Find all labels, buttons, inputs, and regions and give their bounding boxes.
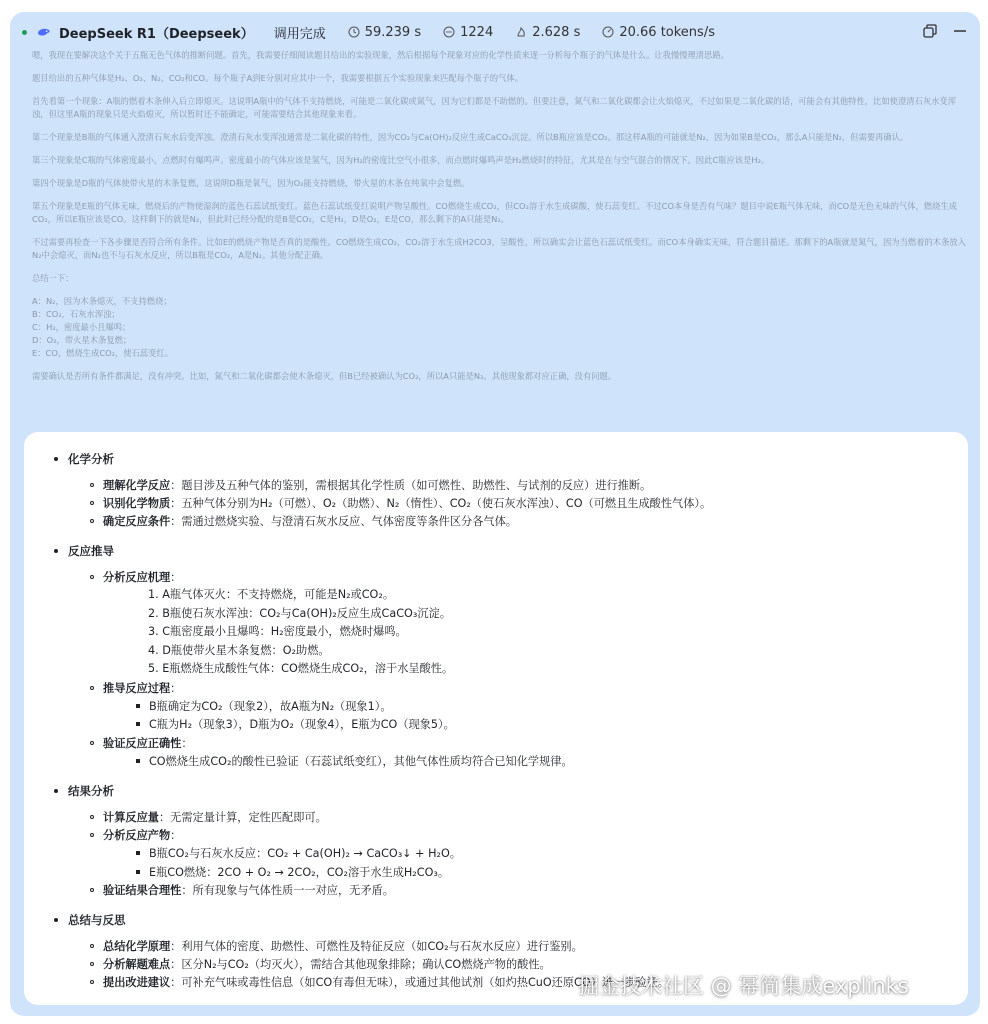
thinking-paragraph: 嗯，我现在要解决这个关于五瓶无色气体的推断问题。首先，我需要仔细阅读题目给出的实验现象，然后根据每个现象对应的化学性质来逐一分析每个瓶子的气体是什么。让我慢慢理清思路。 bbox=[32, 50, 729, 60]
first-token-icon bbox=[515, 26, 527, 38]
thinking-paragraph: 第二个现象是B瓶的气体通入澄清石灰水后变浑浊。澄清石灰水变浑浊通常是二氧化碳的特性，因为CO₂与Ca(OH)₂反应生成CaCO₃沉淀。所以B瓶应该是CO₂。那这样A瓶的可能就是N₂，因为如果B是CO₂，那么A只能是N₂，但需要再确认。 bbox=[32, 132, 909, 142]
section-title: 反应推导 bbox=[68, 544, 114, 558]
bullet-icon bbox=[54, 789, 58, 793]
first-token-stat bbox=[515, 25, 580, 40]
section-title: 化学分析 bbox=[68, 452, 114, 466]
sub-item: CO燃烧生成CO₂的酸性已验证（石蕊试纸变红），其他气体性质均符合已知化学规律。 bbox=[149, 754, 573, 768]
thinking-paragraph: 总结一下： bbox=[32, 273, 74, 283]
numbered-item: 4. D瓶使带火星木条复燃：O₂助燃。 bbox=[148, 643, 330, 657]
first-token-value: 2.628 s bbox=[532, 24, 581, 40]
clock-icon bbox=[348, 26, 360, 38]
speed-icon bbox=[602, 26, 614, 38]
answer-section-reaction-derivation: 反应推导 分析反应机理 ： 1. A瓶气体灭火：不支持燃烧，可能是N₂或CO₂。 2. B瓶使石灰水浑浊：CO₂与Ca(OH)₂反应生成CaCO₃沉淀。 3. C瓶密度最小且爆鸣：H₂密度最小，燃烧时爆鸣。 4. D瓶使带火星木条复燃：O₂助燃。 5. E瓶燃烧生成酸性气体：CO燃烧生成CO₂，溶于水呈酸性。 推导反应过程 ： B瓶确定为CO₂（现象2），故A瓶为N₂（现象1）。 C瓶为H₂（现象3），D瓶为O₂（现象4），E瓶为CO（现象5）。 验证反应正确性 ： CO燃烧生成CO₂的酸性已验证（石蕊试纸变红），其他气体性质均符合已知化学规律。 bbox=[54, 542, 968, 770]
circle-bullet-icon bbox=[90, 962, 94, 966]
thinking-paragraph: 首先看第一个现象：A瓶的燃着木条伸入后立即熄灭。这说明A瓶中的气体不支持燃烧，可能是二氧化碳或氮气，因为它们都是不助燃的。但要注意，氮气和二氧化碳都会让火焰熄灭，不过如果是二氧化碳的话，可能会有其他特性，比如使澄清石灰水变浑浊，但这里A瓶的现象只是火焰熄灭，所以暂时还不能确定，可能需要结合其他现象来看。 bbox=[32, 96, 957, 119]
answer-section-result-analysis: 结果分析 计算反应量 ：无需定量计算，定性匹配即可。 分析反应产物 ： B瓶CO₂与石灰水反应：CO₂ + Ca(OH)₂ → CaCO₃↓ + H₂O。 E瓶CO燃烧：2CO + O₂ → 2CO₂，CO₂溶于水生成H₂CO₃。 验证结果合理性 ：所有现象与气体性质一一对应，无矛盾。 bbox=[54, 782, 968, 899]
deepseek-whale-icon bbox=[37, 25, 51, 39]
square-bullet-icon bbox=[136, 759, 140, 763]
sub-item: B瓶确定为CO₂（现象2），故A瓶为N₂（现象1）。 bbox=[149, 699, 392, 713]
item-key: 分析反应机理 bbox=[103, 571, 171, 584]
thinking-process bbox=[32, 49, 966, 393]
answer-panel bbox=[24, 432, 968, 1005]
bullet-icon bbox=[54, 918, 58, 922]
item-key: 分析解题难点 bbox=[103, 958, 171, 971]
square-bullet-icon bbox=[136, 704, 140, 708]
item-value: ：可补充气味或毒性信息（如CO有毒但无味），或通过其他试剂（如灼热CuO还原CO）进一步验证。 bbox=[170, 976, 669, 989]
circle-bullet-icon bbox=[90, 501, 94, 505]
circle-bullet-icon bbox=[90, 833, 94, 837]
token-count-stat bbox=[443, 25, 493, 40]
numbered-item: 1. A瓶气体灭火：不支持燃烧，可能是N₂或CO₂。 bbox=[148, 588, 395, 601]
summary-item: A：N₂，因为木条熄灭，不支持燃烧； bbox=[32, 296, 172, 306]
bullet-icon bbox=[54, 549, 58, 553]
minimize-icon[interactable] bbox=[952, 23, 968, 39]
item-key: 推导反应过程 bbox=[103, 681, 171, 695]
circle-bullet-icon bbox=[90, 686, 94, 690]
item-value: ：五种气体分别为H₂（可燃）、O₂（助燃）、N₂（惰性）、CO₂（使石灰水浑浊）、CO（可燃且生成酸性气体）。 bbox=[170, 497, 712, 510]
thinking-closing: 需要确认是否所有条件都满足，没有冲突。比如，氮气和二氧化碳都会使木条熄灭，但B已经被确认为CO₂，所以A只能是N₂。其他现象都对应正确，没有问题。 bbox=[32, 371, 617, 381]
thinking-summary bbox=[32, 295, 966, 360]
item-key: 总结化学原理 bbox=[103, 940, 171, 953]
square-bullet-icon bbox=[136, 722, 140, 726]
elapsed-stat bbox=[348, 25, 421, 40]
item-key: 计算反应量 bbox=[103, 811, 159, 824]
item-key: 识别化学物质 bbox=[103, 497, 171, 510]
section-title: 结果分析 bbox=[68, 784, 114, 798]
thinking-paragraph: 第五个现象是E瓶的气体无味，燃烧后的产物使湿润的蓝色石蕊试纸变红。蓝色石蕊试纸变红说明产物呈酸性。CO燃烧生成CO₂，但CO₂溶于水生成碳酸，使石蕊变红。不过CO本身是否有气味？题目中说E瓶气体无味，而CO是无色无味的气体，燃烧生成CO₂，所以E瓶应该是CO。这样剩下的就是N₂，但此时已经分配的是B是CO₂，C是H₂，D是O₂，E是CO，那么剩下的A只能是N₂。 bbox=[32, 201, 958, 224]
item-value: ：利用气体的密度、助燃性、可燃性及特征反应（如CO₂与石灰水反应）进行鉴别。 bbox=[170, 940, 583, 953]
summary-item: D：O₂，带火星木条复燃； bbox=[32, 335, 132, 345]
sub-item: C瓶为H₂（现象3），D瓶为O₂（现象4），E瓶为CO（现象5）。 bbox=[149, 718, 455, 732]
summary-item: E：CO，燃烧生成CO₂，使石蕊变红。 bbox=[32, 348, 174, 358]
circle-bullet-icon bbox=[90, 575, 94, 579]
section-title: 总结与反思 bbox=[68, 913, 126, 927]
speed-value: 20.66 tokens/s bbox=[619, 24, 715, 40]
item-key: 确定反应条件 bbox=[103, 515, 171, 528]
bullet-icon bbox=[54, 457, 58, 461]
circle-bullet-icon bbox=[90, 483, 94, 487]
summary-item: C：H₂，密度最小且爆鸣； bbox=[32, 322, 131, 332]
item-key: 分析反应产物 bbox=[103, 829, 171, 842]
circle-bullet-icon bbox=[90, 741, 94, 745]
item-value: ：区分N₂与CO₂（均灭火），需结合其他现象排除；确认CO燃烧产物的酸性。 bbox=[170, 958, 551, 971]
circle-bullet-icon bbox=[90, 980, 94, 984]
sub-item: B瓶CO₂与石灰水反应：CO₂ + Ca(OH)₂ → CaCO₃↓ + H₂O。 bbox=[149, 847, 461, 861]
item-key: 提出改进建议 bbox=[103, 976, 171, 989]
item-value: ：无需定量计算，定性匹配即可。 bbox=[158, 811, 327, 824]
summary-item: B：CO₂，石灰水浑浊； bbox=[32, 309, 120, 319]
numbered-item: 2. B瓶使石灰水浑浊：CO₂与Ca(OH)₂反应生成CaCO₃沉淀。 bbox=[148, 606, 451, 620]
response-header bbox=[10, 12, 980, 52]
item-value: ：所有现象与气体性质一一对应，无矛盾。 bbox=[181, 884, 394, 897]
token-count-value: 1224 bbox=[460, 24, 494, 40]
status-dot bbox=[22, 30, 27, 35]
watermark: 掘金技术社区 @ 幂简集成explinks bbox=[578, 974, 909, 998]
answer-section-chemical-analysis bbox=[54, 450, 968, 530]
item-value: ：需通过燃烧实验、与澄清石灰水反应、气体密度等条件区分各气体。 bbox=[170, 515, 517, 528]
item-key: 验证结果合理性 bbox=[103, 884, 182, 897]
numbered-item: 3. C瓶密度最小且爆鸣：H₂密度最小，燃烧时爆鸣。 bbox=[148, 625, 407, 638]
token-count-icon bbox=[443, 26, 455, 38]
thinking-paragraph: 第三个现象是C瓶的气体密度最小，点燃时有爆鸣声。密度最小的气体应该是氢气，因为H₂的密度比空气小很多，而点燃时爆鸣声是H₂燃烧时的特征，尤其是在与空气混合的情况下。因此C瓶应该是H₂。 bbox=[32, 155, 770, 165]
item-value: ：题目涉及五种气体的鉴别，需根据其化学性质（如可燃性、助燃性、与试剂的反应）进行推断。 bbox=[170, 479, 652, 492]
model-name: DeepSeek R1（Deepseek） bbox=[59, 26, 254, 42]
circle-bullet-icon bbox=[90, 944, 94, 948]
thinking-paragraph: 第四个现象是D瓶的气体使带火星的木条复燃，这说明D瓶是氧气，因为O₂能支持燃烧，带火星的木条在纯氧中会复燃。 bbox=[32, 178, 470, 188]
speed-stat bbox=[602, 25, 715, 40]
response-card bbox=[10, 12, 980, 1016]
circle-bullet-icon bbox=[90, 815, 94, 819]
call-status: 调用完成 bbox=[273, 26, 326, 42]
copy-icon[interactable] bbox=[922, 23, 938, 39]
elapsed-value: 59.239 s bbox=[364, 24, 422, 40]
numbered-item: 5. E瓶燃烧生成酸性气体：CO燃烧生成CO₂，溶于水呈酸性。 bbox=[148, 662, 454, 675]
sub-item: E瓶CO燃烧：2CO + O₂ → 2CO₂，CO₂溶于水生成H₂CO₃。 bbox=[149, 865, 450, 879]
item-key: 验证反应正确性 bbox=[103, 736, 182, 750]
square-bullet-icon bbox=[136, 870, 140, 874]
item-key: 理解化学反应 bbox=[103, 479, 171, 492]
circle-bullet-icon bbox=[90, 888, 94, 892]
square-bullet-icon bbox=[136, 851, 140, 855]
thinking-paragraph: 题目给出的五种气体是H₂、O₂、N₂、CO₂和CO。每个瓶子A到E分别对应其中一个，我需要根据五个实验现象来匹配每个瓶子的气体。 bbox=[32, 73, 523, 83]
thinking-paragraph: 不过需要再检查一下各步骤是否符合所有条件。比如E的燃烧产物是否真的是酸性。CO燃烧生成CO₂，CO₂溶于水生成H2CO3，呈酸性，所以确实会让蓝色石蕊试纸变红。而CO本身确实无味，符合题目描述。那剩下的A瓶就是氮气，因为当燃着的木条放入N₂中会熄灭，而N₂也不与石灰水反应，所以B瓶是CO₂，A是N₂。其他分配正确。 bbox=[32, 237, 966, 260]
circle-bullet-icon bbox=[90, 519, 94, 523]
